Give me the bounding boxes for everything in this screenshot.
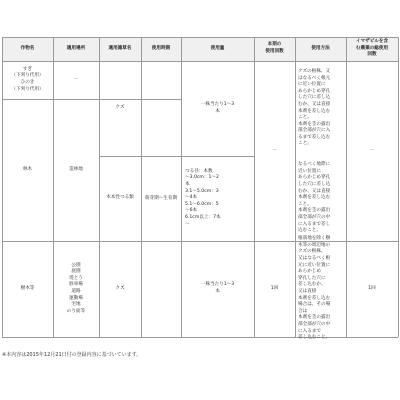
method-vine: なるべく地際に 近い位置に あらかじめ穿孔 した穴に差し込 むか、又は直接 本剤を差し込む こと。 本剤を茎の露出 部全部が穴の中 に入るまで差し 込むこと。 — [298, 162, 331, 234]
header-total-times: イマザピルを含 む農薬の総使用 回数 — [355, 39, 389, 58]
footnote: ※本内容は2015年12月21日付の登録内容に基づいています。 — [2, 352, 142, 358]
times-once: 1回 — [270, 285, 279, 291]
weed-kuzu: クズ — [115, 285, 125, 291]
header-weed: 適用雑草名 — [108, 45, 132, 51]
place-dash: － — [73, 76, 79, 82]
amount-vine: つる径：本数 ～3.0cm：1～2 本 3.1～5.0cm：3 ～4本 5.1～6.0cm：5 ～6本 6.1cm以上：7本 ～ — [185, 168, 221, 227]
crop-jumoku: 樹木等 — [20, 285, 35, 291]
times-dash: － — [272, 147, 277, 153]
header-times: 本剤の 使用回数 — [265, 42, 284, 54]
header-amount: 使用量 — [210, 45, 225, 51]
header-crop: 作物名 — [20, 45, 35, 51]
total-dash: － — [369, 147, 375, 153]
timing-budding: 萌芽期～生育期 — [144, 195, 178, 201]
header-place: 適用場所 — [66, 45, 86, 51]
rule — [295, 37, 296, 337]
method-jumoku: 植栽地を除く樹 木等の周辺地の クズの根株、 又はなるべく根 元に近い位置に あらかじめ 穿孔した穴に 差し込むか、 又は直接 本剤を差し込む 場合は、その場 合は 本剤を茎の露出 部全部が穴の中 に入るまで 差し込むこと。 — [298, 236, 331, 341]
total-once: 1回 — [368, 285, 376, 291]
weed-vine: 木本性つる類 — [106, 195, 134, 201]
method-forest: クズの根株、又 はなるべく根元 に近い位置に あらかじめ穿孔 した穴に差し込 むか、又は直接 本剤を差し込む こと。 本剤を茎の露出 部全部が穴に入 るまで差し込む こと。 — [298, 68, 331, 147]
weed-kuzu: クズ — [115, 105, 125, 111]
rule — [2, 337, 398, 338]
rule — [398, 37, 399, 337]
place-list: 公園 庭園 堤とう 駐車場 道路 運動場 宅地 のり面等 — [66, 262, 86, 314]
header-method: 使用方法 — [311, 45, 330, 51]
place-forest: 造林地 — [69, 166, 83, 172]
crop-sugi-hinoki: すぎ （下刈り代用） ひのき （下刈り代用） — [11, 66, 44, 92]
header-timing: 使用時期 — [151, 45, 171, 51]
amount-kuzu: 一株当たり1～3 本 — [200, 101, 235, 114]
amount-kuzu: 一株当たり1～3 本 — [200, 282, 235, 294]
crop-rinboku: 林木 — [22, 166, 33, 172]
